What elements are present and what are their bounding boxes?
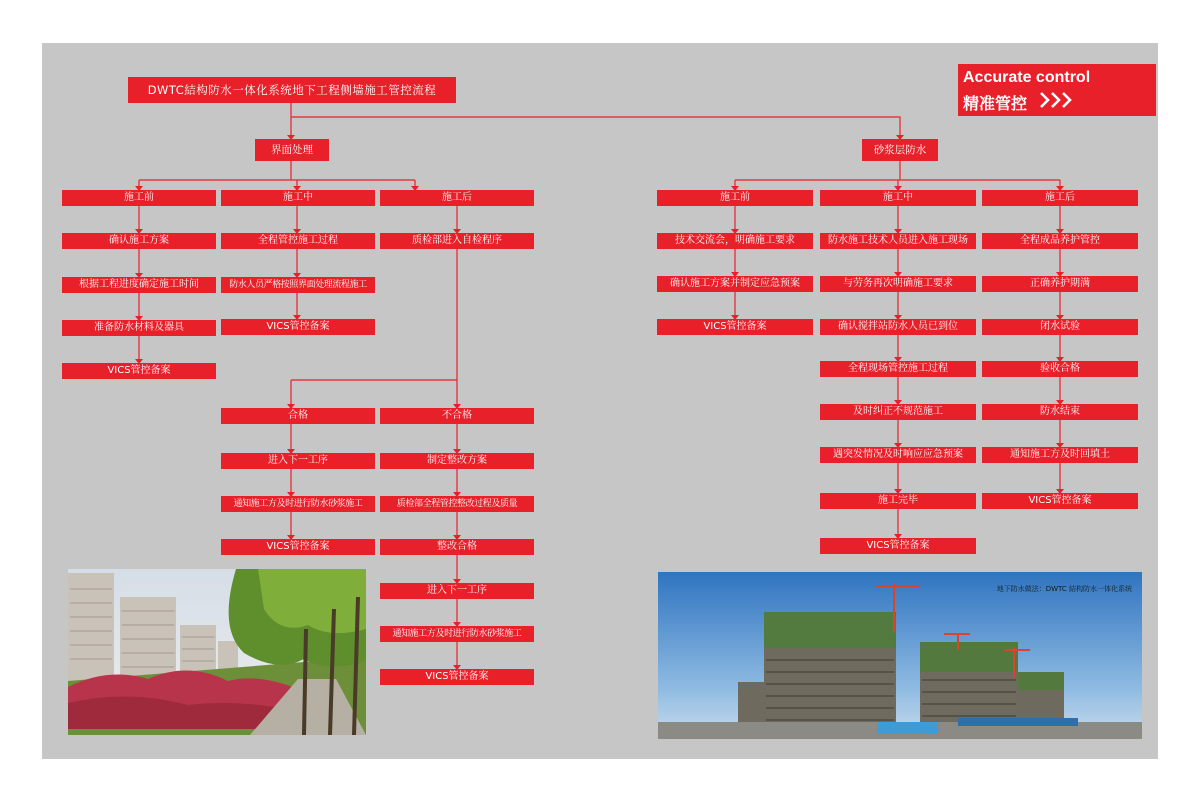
- interface-before-step: 准备防水材料及器具: [62, 320, 216, 336]
- photo-caption: 地下防水做法：DWTC 結构防水一体化系统: [996, 585, 1132, 593]
- mortar-during-step: 及时纠正不规范施工: [820, 404, 976, 420]
- mortar-before-step: VICS管控备案: [657, 319, 813, 335]
- fail-step: VICS管控备案: [380, 669, 534, 685]
- badge-chinese-text: 精准管控: [963, 96, 1028, 113]
- mortar-after-step: 防水结束: [982, 404, 1138, 420]
- interface-processing-node: 界面处理: [255, 139, 329, 161]
- fail-step: 质检部全程管控整改过程及质量: [380, 496, 534, 512]
- mortar-during-step: 与劳务再次明确施工要求: [820, 276, 976, 292]
- interface-before-step: 确认施工方案: [62, 233, 216, 249]
- mortar-during-step: 确认搅拌站防水人员已到位: [820, 319, 976, 335]
- pass-step: 通知施工方及时进行防水砂浆施工: [221, 496, 375, 512]
- fail-step: 进入下一工序: [380, 583, 534, 599]
- mortar-after-header: 施工后: [982, 190, 1138, 206]
- interface-during-step: 防水人员严格按照界面处理流程施工: [221, 277, 375, 293]
- pass-header: 合格: [221, 408, 375, 424]
- mortar-during-step: 施工完毕: [820, 493, 976, 509]
- mortar-during-step: 防水施工技术人员进入施工现场: [820, 233, 976, 249]
- construction-site-photo: [658, 572, 1142, 739]
- triple-chevron-icon: [1038, 90, 1074, 110]
- pass-step: 进入下一工序: [221, 453, 375, 469]
- mortar-during-step: 遇突发情况及时响应应急预案: [820, 447, 976, 463]
- mortar-waterproofing-node: 砂浆层防水: [862, 139, 938, 161]
- mortar-before-header: 施工前: [657, 190, 813, 206]
- interface-before-header: 施工前: [62, 190, 216, 206]
- fail-step: 整改合格: [380, 539, 534, 555]
- mortar-before-step: 确认施工方案并制定应急预案: [657, 276, 813, 292]
- interface-during-step: 全程管控施工过程: [221, 233, 375, 249]
- mortar-after-step: 全程成品养护管控: [982, 233, 1138, 249]
- street-landscape-illustration: [68, 569, 366, 735]
- mortar-after-step: 验收合格: [982, 361, 1138, 377]
- interface-after-step: 质检部进入自检程序: [380, 233, 534, 249]
- mortar-after-step: 正确养护期满: [982, 276, 1138, 292]
- mortar-after-step: 闭水试验: [982, 319, 1138, 335]
- brochure-spread: [42, 43, 1158, 759]
- mortar-during-header: 施工中: [820, 190, 976, 206]
- fail-step: 通知施工方及时进行防水砂浆施工: [380, 626, 534, 642]
- interface-after-header: 施工后: [380, 190, 534, 206]
- interface-during-header: 施工中: [221, 190, 375, 206]
- mortar-before-step: 技术交流会，明确施工要求: [657, 233, 813, 249]
- mortar-after-step: 通知施工方及时回填土: [982, 447, 1138, 463]
- mortar-after-step: VICS管控备案: [982, 493, 1138, 509]
- interface-during-step: VICS管控备案: [221, 319, 375, 335]
- construction-site-illustration: [658, 572, 1142, 739]
- interface-before-step: VICS管控备案: [62, 363, 216, 379]
- fail-step: 制定整改方案: [380, 453, 534, 469]
- interface-before-step: 根据工程进度确定施工时间: [62, 277, 216, 293]
- badge-english-text: Accurate control: [963, 69, 1091, 86]
- mortar-during-step: 全程现场管控施工过程: [820, 361, 976, 377]
- fail-header: 不合格: [380, 408, 534, 424]
- accurate-control-badge: [958, 64, 1156, 116]
- flow-title: DWTC結构防水一体化系统地下工程侧墙施工管控流程: [128, 77, 456, 103]
- mortar-during-step: VICS管控备案: [820, 538, 976, 554]
- street-landscape-photo: [68, 569, 366, 735]
- pass-step: VICS管控备案: [221, 539, 375, 555]
